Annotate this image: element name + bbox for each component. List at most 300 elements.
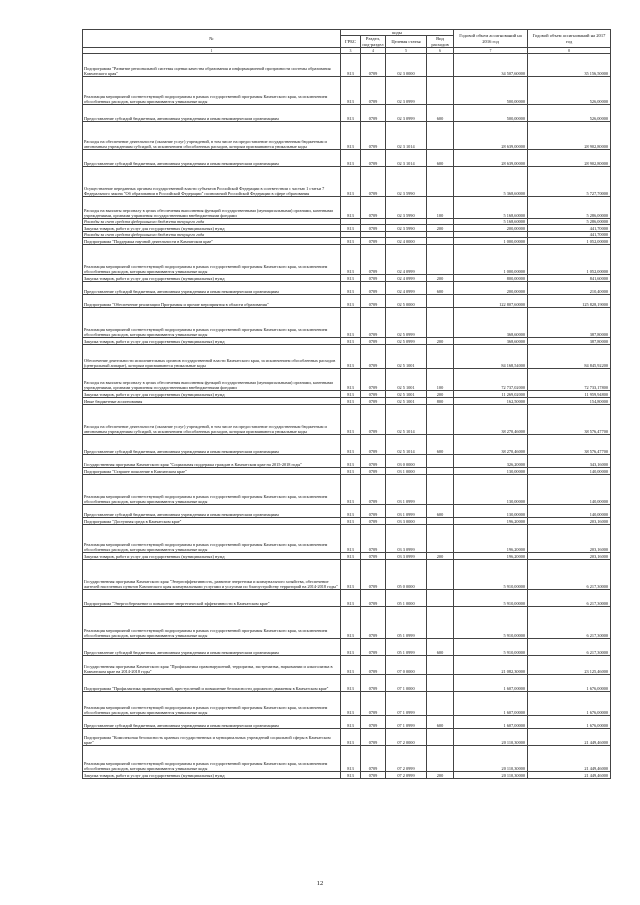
table-row [83, 553, 611, 560]
table-row [83, 455, 611, 468]
table-row [83, 398, 611, 405]
row-amount-2017: 21 449,46000 [528, 772, 611, 779]
row-grbs: 813 [341, 405, 361, 435]
row-description: Расходы на обеспечение деятельности (оказание услуг) учреждений, в том числе на предоставление государственным бюджетным и автономным учреждениям субсидий, за исключением обособленных расходов, которым присваиваются уникальные коды [83, 122, 341, 150]
row-grbs: 813 [341, 772, 361, 779]
row-grbs: 813 [341, 746, 361, 772]
row-target: 02 5 0999 [386, 308, 427, 338]
column-number: 6 [427, 48, 454, 54]
row-amount-2017: 387,80000 [528, 308, 611, 338]
row-description: Реализация мероприятий соответствующей подпрограммы в рамках государственной программы Камчатского края, за исключением обособленных расходов, которым присваиваются уникальные коды [83, 607, 341, 639]
column-number: 8 [528, 48, 611, 54]
row-target: 02 3 1014 [386, 122, 427, 150]
row-description: Государственная программа Камчатского края "Энергоэффективность, развитие энергетики и коммунального хозяйства, обеспечение жителей населенных пунктов Камчатского края коммунальными услугами и услугами по благоустройству территорий на 2014-2018 годы" [83, 560, 341, 590]
row-grbs: 813 [341, 398, 361, 405]
row-amount-2016: 20 110,30000 [454, 729, 528, 746]
row-grbs: 813 [341, 54, 361, 77]
row-amount-2016: 1 000,00000 [454, 245, 528, 275]
row-amount-2016: 368,60000 [454, 308, 528, 338]
row-section: 0709 [361, 238, 386, 245]
row-amount-2017: 125 828,19000 [528, 295, 611, 308]
row-exp-type [427, 656, 454, 675]
row-amount-2017: 5 286,00000 [528, 197, 611, 219]
row-exp-type: 600 [427, 716, 454, 729]
header-codes: коды [341, 30, 454, 36]
row-section: 0709 [361, 197, 386, 219]
row-amount-2016: 20 110,30000 [454, 772, 528, 779]
budget-table [82, 29, 611, 779]
row-description: Реализация мероприятий соответствующей подпрограммы в рамках государственной программы Камчатского края, за исключением обособленных расходов, которым присваиваются уникальные коды [83, 77, 341, 105]
table-row [83, 675, 611, 692]
table-row [83, 435, 611, 455]
row-description: Реализация мероприятий соответствующей подпрограммы в рамках государственной программы Камчатского края, за исключением обособленных расходов, которым присваиваются уникальные коды [83, 692, 341, 716]
row-description: Обеспечение деятельности исполнительных органов государственной власти Камчатского края, за исключением обособленных расходов (центральный аппарат), которым присваиваются уникальные коды [83, 345, 341, 369]
row-exp-type [427, 746, 454, 772]
row-grbs: 813 [341, 308, 361, 338]
row-section: 0709 [361, 391, 386, 398]
row-section: 0709 [361, 282, 386, 295]
row-grbs: 813 [341, 122, 361, 150]
row-grbs: 813 [341, 295, 361, 308]
row-exp-type [427, 675, 454, 692]
header-exp-type: Вид расходов [427, 36, 454, 48]
row-exp-type [427, 77, 454, 105]
row-target: 03 3 0999 [386, 525, 427, 553]
row-amount-2017: 441,70000 [528, 232, 611, 238]
row-amount-2016: 1 607,00000 [454, 692, 528, 716]
table-row [83, 369, 611, 391]
row-amount-2016: 196,20000 [454, 525, 528, 553]
row-description: Предоставление субсидий бюджетным, автономным учреждениям и иным некоммерческим организациям [83, 150, 341, 167]
row-amount-2016: 500,00000 [454, 77, 528, 105]
row-amount-2016: 5 910,00000 [454, 560, 528, 590]
row-grbs: 813 [341, 77, 361, 105]
row-grbs: 813 [341, 225, 361, 232]
header-grbs: ГРБС [341, 36, 361, 48]
row-amount-2016: 200,00000 [454, 225, 528, 232]
row-grbs: 813 [341, 391, 361, 398]
row-grbs: 813 [341, 639, 361, 656]
column-number: 7 [454, 48, 528, 54]
row-exp-type: 200 [427, 225, 454, 232]
row-grbs: 813 [341, 435, 361, 455]
row-target: 02 5 1001 [386, 369, 427, 391]
row-amount-2017: 343,16000 [528, 455, 611, 468]
table-row [83, 590, 611, 607]
table-row [83, 122, 611, 150]
row-section: 0709 [361, 398, 386, 405]
row-exp-type: 200 [427, 553, 454, 560]
row-exp-type: 600 [427, 282, 454, 295]
row-amount-2017: 6 217,30000 [528, 590, 611, 607]
column-number: 1 [83, 48, 341, 54]
row-grbs: 813 [341, 607, 361, 639]
row-amount-2017: 210,40000 [528, 282, 611, 295]
row-amount-2017: 154,80000 [528, 398, 611, 405]
row-amount-2016: 38 270,46000 [454, 405, 528, 435]
row-description: Закупка товаров, работ и услуг для государственных (муниципальных) нужд [83, 338, 341, 345]
row-grbs: 813 [341, 238, 361, 245]
row-target: 02 4 0999 [386, 275, 427, 282]
row-section: 0709 [361, 656, 386, 675]
row-section: 0709 [361, 590, 386, 607]
row-amount-2017: 841,60000 [528, 275, 611, 282]
row-target: 05 1 0999 [386, 639, 427, 656]
row-amount-2017: 35 156,50000 [528, 54, 611, 77]
row-amount-2016: 1 607,00000 [454, 716, 528, 729]
row-amount-2017: 1 676,00000 [528, 692, 611, 716]
row-target: 03 1 0999 [386, 475, 427, 505]
row-amount-2016: 368,60000 [454, 338, 528, 345]
row-description: Подпрограмма "Энергосбережение и повышение энергетической эффективности в Камчатском крае" [83, 590, 341, 607]
row-amount-2017: 1 052,00000 [528, 245, 611, 275]
row-amount-2017: 21 449,46000 [528, 746, 611, 772]
row-grbs: 813 [341, 197, 361, 219]
row-amount-2016: 196,20000 [454, 518, 528, 525]
row-amount-2017: 140,00000 [528, 475, 611, 505]
header-section: Раздел, под-раздел [362, 36, 384, 47]
table-row [83, 692, 611, 716]
row-section: 0709 [361, 716, 386, 729]
row-amount-2016: 196,20000 [454, 553, 528, 560]
row-description: Предоставление субсидий бюджетным, автономным учреждениям и иным некоммерческим организациям [83, 282, 341, 295]
table-row [83, 746, 611, 772]
row-grbs: 813 [341, 345, 361, 369]
row-target: 02 4 0999 [386, 282, 427, 295]
row-amount-2016: 38 270,46000 [454, 435, 528, 455]
row-exp-type [427, 468, 454, 475]
table-row [83, 282, 611, 295]
table-row [83, 716, 611, 729]
table-row [83, 772, 611, 779]
row-description: Предоставление субсидий бюджетным, автономным учреждениям и иным некоммерческим организациям [83, 639, 341, 656]
table-row [83, 391, 611, 398]
row-exp-type [427, 729, 454, 746]
row-amount-2017: 38 576,47700 [528, 405, 611, 435]
row-description: Подпрограмма "Старшее поколение в Камчатском крае" [83, 468, 341, 475]
row-grbs: 813 [341, 729, 361, 746]
row-amount-2017: 38 576,47700 [528, 435, 611, 455]
row-description: Реализация мероприятий соответствующей подпрограммы в рамках государственной программы Камчатского края, за исключением обособленных расходов, которым присваиваются уникальные коды [83, 525, 341, 553]
row-exp-type [427, 295, 454, 308]
row-section: 0709 [361, 245, 386, 275]
row-grbs: 813 [341, 656, 361, 675]
row-section: 0709 [361, 275, 386, 282]
row-description: Подпрограмма "Поддержка научной деятельности в Камчатском крае" [83, 238, 341, 245]
row-section: 0709 [361, 455, 386, 468]
table-row [83, 167, 611, 197]
row-section: 0709 [361, 468, 386, 475]
row-grbs: 813 [341, 455, 361, 468]
row-amount-2017: 28 902,80000 [528, 122, 611, 150]
row-section: 0709 [361, 505, 386, 518]
table-row [83, 525, 611, 553]
row-amount-2017: 526,00000 [528, 77, 611, 105]
row-amount-2017: 6 217,30000 [528, 607, 611, 639]
row-section: 0709 [361, 167, 386, 197]
row-exp-type: 800 [427, 398, 454, 405]
row-section: 0709 [361, 518, 386, 525]
row-grbs: 813 [341, 560, 361, 590]
row-grbs: 813 [341, 553, 361, 560]
row-amount-2016: 1 607,00000 [454, 675, 528, 692]
row-target: 02 5 1014 [386, 435, 427, 455]
row-description: Реализация мероприятий соответствующей подпрограммы в рамках государственной программы Камчатского края, за исключением обособленных расходов, которым присваиваются уникальные коды [83, 245, 341, 275]
row-section: 0709 [361, 405, 386, 435]
row-grbs: 813 [341, 475, 361, 505]
row-amount-2017: 23 125,46000 [528, 656, 611, 675]
row-amount-2016: 34 507,60000 [454, 54, 528, 77]
row-section: 0709 [361, 225, 386, 232]
page-number: 12 [316, 880, 324, 887]
row-grbs: 813 [341, 468, 361, 475]
row-grbs: 813 [341, 716, 361, 729]
row-description: Подпрограмма "Профилактика правонарушений, преступлений и повышение безопасности дорожного движения в Камчатском крае" [83, 675, 341, 692]
row-exp-type [427, 54, 454, 77]
row-grbs: 813 [341, 338, 361, 345]
row-section: 0709 [361, 345, 386, 369]
row-amount-2016: 5 368,60000 [454, 167, 528, 197]
row-amount-2016: 5 910,00000 [454, 590, 528, 607]
row-exp-type: 200 [427, 391, 454, 398]
row-amount-2017: 11 959,94800 [528, 391, 611, 398]
row-amount-2017: 203,16000 [528, 525, 611, 553]
table-row [83, 729, 611, 746]
row-grbs: 813 [341, 505, 361, 518]
row-amount-2016: 326,20000 [454, 455, 528, 468]
row-description: Подпрограмма "Обеспечение реализации Программы и прочие мероприятия в области образования" [83, 295, 341, 308]
row-exp-type [427, 345, 454, 369]
row-amount-2016: 5 168,60000 [454, 219, 528, 225]
row-exp-type: 200 [427, 772, 454, 779]
row-section: 0709 [361, 746, 386, 772]
row-target: 03 3 0000 [386, 518, 427, 525]
row-description: Подпрограмма "Развитие региональной системы оценки качества образования и информационной прозрачности системы образования Камчатского края" [83, 54, 341, 77]
row-amount-2017: 1 052,00000 [528, 238, 611, 245]
table-row [83, 77, 611, 105]
row-section: 0709 [361, 692, 386, 716]
row-exp-type [427, 122, 454, 150]
row-description: Реализация мероприятий соответствующей подпрограммы в рамках государственной программы Камчатского края, за исключением обособленных расходов, которым присваиваются уникальные коды [83, 475, 341, 505]
row-amount-2016: 11 269,02000 [454, 391, 528, 398]
row-exp-type [427, 405, 454, 435]
row-amount-2016: 130,00000 [454, 475, 528, 505]
header-2017: Годовой объем ассигнований на 2017 год [528, 30, 611, 48]
row-section: 0709 [361, 295, 386, 308]
row-grbs: 813 [341, 150, 361, 167]
table-row [83, 560, 611, 590]
row-description: Государственная программа Камчатского края "Социальная поддержка граждан в Камчатском крае на 2015-2018 годы" [83, 455, 341, 468]
column-number: 5 [386, 48, 427, 54]
row-amount-2016: 21 082,30000 [454, 656, 528, 675]
row-target: 02 5 1001 [386, 398, 427, 405]
row-exp-type [427, 590, 454, 607]
row-amount-2016: 162,50000 [454, 398, 528, 405]
row-grbs: 813 [341, 282, 361, 295]
row-exp-type: 600 [427, 105, 454, 122]
row-amount-2016: 5 910,00000 [454, 607, 528, 639]
table-row [83, 150, 611, 167]
row-section: 0709 [361, 525, 386, 553]
header-target: Целевая статья [386, 36, 427, 48]
table-row [83, 245, 611, 275]
row-target: 02 3 5990 [386, 167, 427, 197]
table-row [83, 505, 611, 518]
column-number: 3 [341, 48, 361, 54]
row-exp-type [427, 475, 454, 505]
row-exp-type [427, 167, 454, 197]
row-target: 02 5 1001 [386, 391, 427, 398]
row-section: 0709 [361, 369, 386, 391]
row-amount-2016: 5 168,60000 [454, 197, 528, 219]
row-amount-2017: 1 676,00000 [528, 675, 611, 692]
row-description: Расходы на выплаты персоналу в целях обеспечения выполнения функций государственными (муниципальными) органами, казенными учреждениями, органами управления государственными внебюджетными фондами [83, 197, 341, 219]
row-target: 07 1 0999 [386, 716, 427, 729]
table-body [83, 54, 611, 779]
row-exp-type [427, 518, 454, 525]
row-amount-2017: 203,16000 [528, 518, 611, 525]
header-2016: Годовой объем ассигнований на 2016 год [454, 30, 528, 48]
row-grbs: 813 [341, 590, 361, 607]
row-target: 07 2 0999 [386, 772, 427, 779]
row-description: Предоставление субсидий бюджетным, автономным учреждениям и иным некоммерческим организациям [83, 505, 341, 518]
row-description: Государственная программа Камчатского края "Профилактика правонарушений, терроризма, экстремизма, наркомании и алкоголизма в Камчатском крае на 2014-2018 годы" [83, 656, 341, 675]
row-description: Предоставление субсидий бюджетным, автономным учреждениям и иным некоммерческим организациям [83, 105, 341, 122]
row-target: 02 3 5990 [386, 225, 427, 232]
row-target: 03 0 0000 [386, 455, 427, 468]
header-no: № [83, 30, 341, 48]
row-amount-2016: 500,00000 [454, 105, 528, 122]
row-section: 0709 [361, 122, 386, 150]
row-description: Расходы за счет средств федерального бюджета текущего года [83, 232, 341, 238]
table-row [83, 518, 611, 525]
row-section: 0709 [361, 150, 386, 167]
row-section: 0709 [361, 772, 386, 779]
row-description: Расходы на обеспечение деятельности (оказание услуг) учреждений, в том числе на предоставление государственным бюджетным и автономным учреждениям субсидий, за исключением обособленных расходов, которым присваиваются уникальные коды [83, 405, 341, 435]
row-section: 0709 [361, 475, 386, 505]
table-row [83, 225, 611, 232]
column-number: 4 [361, 48, 386, 54]
row-section: 0709 [361, 729, 386, 746]
row-amount-2017: 5 727,70000 [528, 167, 611, 197]
row-amount-2016: 130,00000 [454, 505, 528, 518]
row-description: Осуществление переданных органам государственной власти субъектов Российской Федерации в соответствии с частью 1 статьи 7 Федерального закона "Об образовании в Российской Федерации" полномочий Российской Федерации в сфере образования [83, 167, 341, 197]
row-section: 0709 [361, 77, 386, 105]
row-amount-2017: 84 845,92200 [528, 345, 611, 369]
row-target: 02 5 0000 [386, 295, 427, 308]
row-amount-2017: 441,70000 [528, 225, 611, 232]
row-description: Закупка товаров, работ и услуг для государственных (муниципальных) нужд [83, 225, 341, 232]
row-description: Реализация мероприятий соответствующей подпрограммы в рамках государственной программы Камчатского края, за исключением обособленных расходов, которым присваиваются уникальные коды [83, 746, 341, 772]
row-amount-2016: 122 807,60000 [454, 295, 528, 308]
row-grbs: 813 [341, 167, 361, 197]
table-row [83, 197, 611, 219]
row-grbs: 813 [341, 245, 361, 275]
row-description: Закупка товаров, работ и услуг для государственных (муниципальных) нужд [83, 391, 341, 398]
row-description: Подпрограмма "Комплексная безопасность краевых государственных и муниципальных учреждений социальной сферы в Камчатском крае" [83, 729, 341, 746]
row-description: Расходы на выплаты персоналу в целях обеспечения выполнения функций государственными (муниципальными) органами, казенными учреждениями, органами управления государственными внебюджетными фондами [83, 369, 341, 391]
row-target: 07 2 0000 [386, 729, 427, 746]
table-row [83, 639, 611, 656]
row-target: 02 5 1001 [386, 345, 427, 369]
row-target: 02 4 0999 [386, 245, 427, 275]
row-amount-2017: 203,16000 [528, 553, 611, 560]
row-target: 02 3 5990 [386, 197, 427, 219]
row-exp-type: 100 [427, 197, 454, 219]
row-amount-2017: 140,00000 [528, 505, 611, 518]
row-grbs: 813 [341, 518, 361, 525]
row-target: 02 5 0999 [386, 338, 427, 345]
row-section: 0709 [361, 560, 386, 590]
row-description: Закупка товаров, работ и услуг для государственных (муниципальных) нужд [83, 772, 341, 779]
table-row [83, 105, 611, 122]
row-amount-2017: 6 217,30000 [528, 639, 611, 656]
row-exp-type: 600 [427, 639, 454, 656]
table-row [83, 308, 611, 338]
row-amount-2017: 526,00000 [528, 105, 611, 122]
row-section: 0709 [361, 308, 386, 338]
row-section: 0709 [361, 553, 386, 560]
row-grbs: 813 [341, 692, 361, 716]
row-grbs: 813 [341, 275, 361, 282]
row-grbs: 813 [341, 675, 361, 692]
row-amount-2016: 84 168,54000 [454, 345, 528, 369]
row-target: 02 3 1014 [386, 150, 427, 167]
row-target: 03 1 0999 [386, 505, 427, 518]
row-target: 02 3 0000 [386, 54, 427, 77]
row-description: Реализация мероприятий соответствующей подпрограммы в рамках государственной программы Камчатского края, за исключением обособленных расходов, которым присваиваются уникальные коды [83, 308, 341, 338]
table-row [83, 275, 611, 282]
row-section: 0709 [361, 338, 386, 345]
row-amount-2017: 387,80000 [528, 338, 611, 345]
row-amount-2017: 28 902,80000 [528, 150, 611, 167]
row-section: 0709 [361, 675, 386, 692]
row-amount-2016: 28 639,00000 [454, 122, 528, 150]
row-description: Предоставление субсидий бюджетным, автономным учреждениям и иным некоммерческим организациям [83, 435, 341, 455]
row-target: 07 1 0000 [386, 675, 427, 692]
table-row [83, 338, 611, 345]
row-description: Подпрограмма "Доступная среда в Камчатском крае" [83, 518, 341, 525]
row-amount-2016: 1 000,00000 [454, 238, 528, 245]
table-row [83, 345, 611, 369]
row-target: 05 1 0999 [386, 607, 427, 639]
row-exp-type: 100 [427, 369, 454, 391]
row-section: 0709 [361, 639, 386, 656]
row-exp-type: 600 [427, 505, 454, 518]
row-target: 02 4 0000 [386, 238, 427, 245]
row-target: 03 1 0000 [386, 468, 427, 475]
row-description: Закупка товаров, работ и услуг для государственных (муниципальных) нужд [83, 553, 341, 560]
row-exp-type [427, 455, 454, 468]
row-description: Закупка товаров, работ и услуг для государственных (муниципальных) нужд [83, 275, 341, 282]
table-row [83, 405, 611, 435]
row-exp-type: 200 [427, 338, 454, 345]
row-section: 0709 [361, 54, 386, 77]
row-exp-type [427, 607, 454, 639]
row-grbs: 813 [341, 525, 361, 553]
table-row [83, 295, 611, 308]
row-amount-2017: 21 449,46000 [528, 729, 611, 746]
table-row [83, 238, 611, 245]
row-exp-type: 600 [427, 150, 454, 167]
row-amount-2016: 28 639,00000 [454, 150, 528, 167]
row-target: 02 3 0999 [386, 105, 427, 122]
row-amount-2017: 140,00000 [528, 468, 611, 475]
row-target: 03 3 0999 [386, 553, 427, 560]
row-exp-type [427, 692, 454, 716]
row-target: 07 1 0999 [386, 692, 427, 716]
row-exp-type [427, 245, 454, 275]
